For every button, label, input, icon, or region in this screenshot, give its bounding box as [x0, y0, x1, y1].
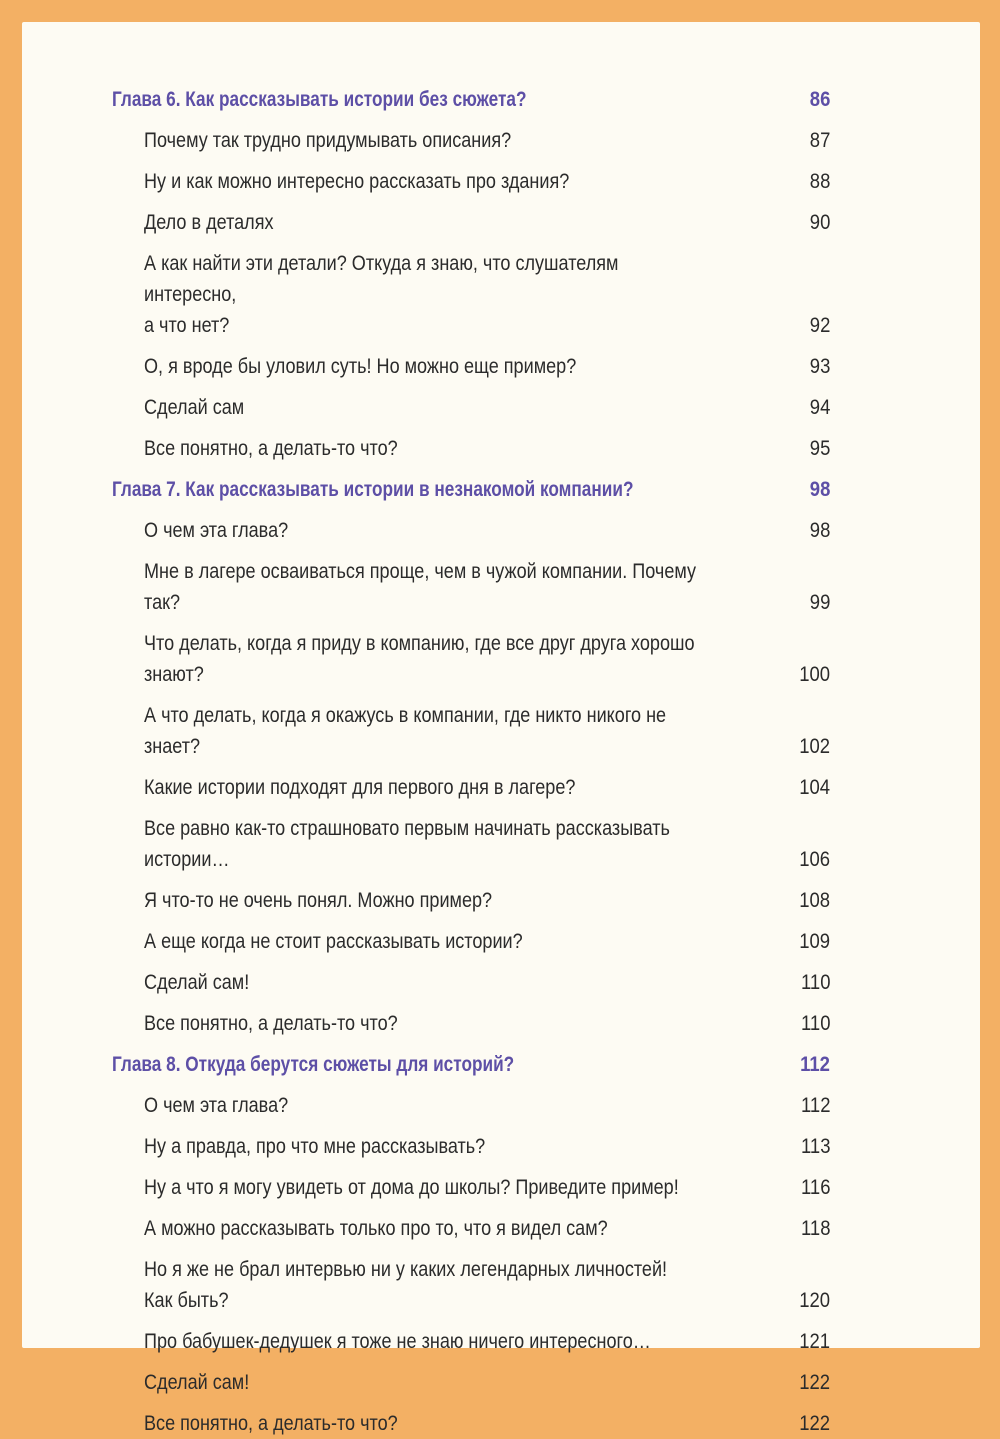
toc-section [112, 125, 830, 156]
toc-section [112, 1131, 830, 1162]
section-title: А можно рассказывать только про то, что я видел сам? [144, 1217, 608, 1240]
page-number: 118 [800, 1217, 830, 1240]
toc-section [112, 1008, 830, 1039]
page-number: 98 [809, 519, 830, 542]
page-number: 110 [800, 971, 830, 994]
page-number: 88 [809, 170, 830, 193]
page-number: 109 [799, 930, 830, 953]
toc-section [112, 628, 830, 690]
section-title: Дело в деталях [144, 211, 274, 234]
toc-section [112, 207, 830, 238]
section-title: Сделай сам! [144, 1371, 250, 1394]
toc-chapter [112, 1049, 830, 1080]
section-title: Сделай сам! [144, 971, 250, 994]
toc-section [112, 1090, 830, 1121]
book-page [22, 22, 980, 1435]
chapter-title: Глава 7. Как рассказывать истории в незнакомой компании? [112, 478, 634, 501]
section-title: Все понятно, а делать-то что? [144, 1412, 398, 1435]
page-number: 122 [799, 1412, 830, 1435]
chapter-title: Глава 6. Как рассказывать истории без сюжета? [112, 88, 527, 111]
page-number: 104 [799, 776, 830, 799]
table-of-contents [112, 84, 830, 1439]
toc-section [112, 1254, 830, 1316]
page-number: 110 [800, 1012, 830, 1035]
toc-chapter [112, 84, 830, 115]
page-number: 86 [809, 88, 830, 111]
toc-section [112, 166, 830, 197]
page-number: 108 [799, 889, 830, 912]
page-number: 87 [809, 129, 830, 152]
page-number: 113 [800, 1135, 830, 1158]
page-number: 98 [809, 478, 830, 501]
toc-section [112, 556, 830, 618]
page-number: 93 [809, 355, 830, 378]
section-title: Все равно как-то страшновато первым начинать рассказывать истории… [144, 817, 670, 871]
page-number: 112 [800, 1094, 830, 1117]
section-title: Что делать, когда я приду в компанию, где все друг друга хорошо знают? [144, 632, 695, 686]
toc-section [112, 772, 830, 803]
toc-section [112, 1408, 830, 1439]
section-title: Какие истории подходят для первого дня в лагере? [144, 776, 576, 799]
toc-section [112, 351, 830, 382]
page-number: 102 [799, 735, 830, 758]
toc-section [112, 515, 830, 546]
toc-section [112, 700, 830, 762]
section-title: Мне в лагере осваиваться проще, чем в чужой компании. Почему так? [144, 560, 697, 614]
section-title: Про бабушек-дедушек я тоже не знаю ничего интересного… [144, 1330, 651, 1353]
section-title: О чем эта глава? [144, 1094, 289, 1117]
toc-chapter [112, 474, 830, 505]
section-title: Я что-то не очень понял. Можно пример? [144, 889, 493, 912]
page-number: 94 [809, 396, 830, 419]
page-number: 106 [799, 848, 830, 871]
section-title: Но я же не брал интервью ни у каких легендарных личностей! Как быть? [144, 1258, 668, 1312]
page-number: 122 [799, 1371, 830, 1394]
section-title: Почему так трудно придумывать описания? [144, 129, 512, 152]
page-number: 120 [799, 1289, 830, 1312]
toc-section [112, 248, 830, 341]
page-number: 92 [809, 314, 830, 337]
toc-section [112, 392, 830, 423]
page-number: 100 [799, 663, 830, 686]
toc-section [112, 1213, 830, 1244]
section-title: О чем эта глава? [144, 519, 289, 542]
section-title: А что делать, когда я окажусь в компании, где никто никого не знает? [144, 704, 667, 758]
page-number: 90 [809, 211, 830, 234]
toc-section [112, 885, 830, 916]
section-title: Ну а правда, про что мне рассказывать? [144, 1135, 486, 1158]
section-title: А еще когда не стоит рассказывать истории? [144, 930, 523, 953]
section-title: Все понятно, а делать-то что? [144, 1012, 398, 1035]
toc-section [112, 967, 830, 998]
page-number: 95 [809, 437, 830, 460]
toc-section [112, 926, 830, 957]
section-title: Сделай сам [144, 396, 245, 419]
chapter-title: Глава 8. Откуда берутся сюжеты для историй? [112, 1053, 515, 1076]
page-number: 99 [809, 591, 830, 614]
toc-section [112, 813, 830, 875]
section-title: О, я вроде бы уловил суть! Но можно еще пример? [144, 355, 577, 378]
section-title: Ну и как можно интересно рассказать про здания? [144, 170, 570, 193]
section-title: Ну а что я могу увидеть от дома до школы? Приведите пример! [144, 1176, 679, 1199]
page-number: 116 [800, 1176, 830, 1199]
section-title: А как найти эти детали? Откуда я знаю, что слушателям интересно, а что нет? [144, 252, 619, 337]
toc-section [112, 433, 830, 464]
section-title: Все понятно, а делать-то что? [144, 437, 398, 460]
toc-section [112, 1367, 830, 1398]
toc-section [112, 1326, 830, 1357]
toc-section [112, 1172, 830, 1203]
page-number: 121 [799, 1330, 830, 1353]
page-number: 112 [800, 1053, 830, 1076]
